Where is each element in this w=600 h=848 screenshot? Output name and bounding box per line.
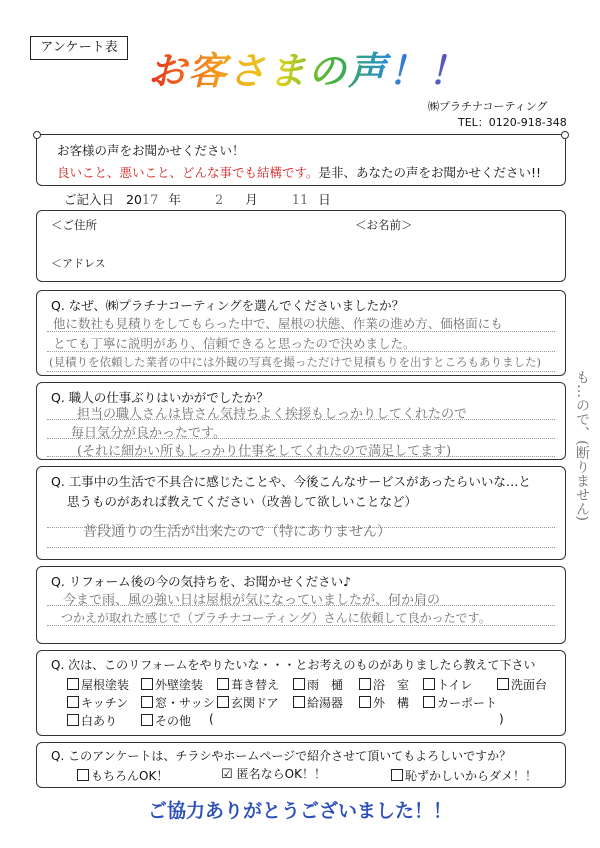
q1-margin-note: も…ので、(断りません) — [574, 370, 590, 521]
thanks-message: ご協力ありがとうございました！！ — [147, 800, 452, 822]
date-day-label: 日 — [318, 192, 331, 207]
checkbox-icon — [141, 696, 153, 708]
intro-box — [36, 134, 566, 186]
headline-title: お客さまの声！！ — [148, 40, 468, 95]
q3-answer: 普段通りの生活が出来たので（特にありません） — [83, 524, 391, 540]
q5-option-roof-paint[interactable]: 屋根塗装 — [67, 676, 129, 693]
date-row — [64, 190, 331, 208]
q1-box — [36, 290, 566, 376]
q5-option-water-heater[interactable]: 給湯器 — [293, 694, 343, 711]
q1-answer-line-2: とても丁寧に説明があり、信頼できると思ったので決めました。 — [53, 336, 416, 351]
q5-option-termite[interactable]: 白あり — [67, 712, 117, 729]
checkbox-icon — [293, 678, 305, 690]
q6-option-ok[interactable]: もちろんOK！ — [77, 767, 168, 784]
checkbox-icon — [423, 696, 435, 708]
date-month-value: 2 — [214, 193, 224, 208]
q4-answer-line-2: つかえが取れた感じで（プラチナコーティング）さんに依頼して良かったです。 — [61, 611, 491, 625]
date-month-label: 月 — [245, 192, 258, 207]
q5-question: Q. 次は、このリフォームをやりたいな・・・とお考えのものがありましたら教えて下さい — [51, 658, 536, 672]
q6-option-anonymous[interactable]: ☑ 匿名ならOK！！ — [221, 767, 326, 782]
checkbox-icon — [359, 696, 371, 708]
checkbox-icon — [423, 678, 435, 690]
checkbox-icon — [67, 714, 79, 726]
q5-option-bathroom[interactable]: 浴 室 — [359, 676, 409, 693]
q4-answer-line-1: 今まで雨、風の強い日は屋根が気になっていましたが、何か肩の — [63, 593, 441, 608]
checkbox-icon — [141, 678, 153, 690]
q5-option-other[interactable]: その他 — [141, 712, 191, 729]
q5-option-exterior[interactable]: 外 構 — [359, 694, 409, 711]
q3-question-line-1: Q. 工事中の生活で不具合に感じたことや、今後こんなサービスがあったらいいな…と — [51, 474, 531, 489]
q2-question: Q. 職人の仕事ぶりはいかがでしたか？ — [51, 390, 269, 405]
address-box — [36, 210, 566, 282]
q5-option-window[interactable]: 窓・サッシ — [141, 694, 215, 711]
company-name: ㈱プラチナコーティング — [428, 100, 548, 113]
q3-question-line-2: 思うものがあれば教えてください（改善して欲しいことなど） — [67, 494, 418, 509]
date-day-value: 11 — [291, 193, 309, 208]
checkbox-icon — [359, 678, 371, 690]
email-label: ＜アドレス — [51, 257, 106, 270]
q5-option-entrance-door[interactable]: 玄関ドア — [217, 694, 279, 711]
checkbox-icon — [67, 696, 79, 708]
checkbox-icon — [217, 678, 229, 690]
q5-option-gutter[interactable]: 雨 樋 — [293, 676, 343, 693]
checkbox-icon — [217, 696, 229, 708]
intro-line-2-black: 是非、あなたの声をお聞かせください!! — [318, 165, 542, 180]
q5-option-washbasin[interactable]: 洗面台 — [497, 676, 547, 693]
q2-answer-line-2: 毎日気分が良かったです。 — [71, 426, 226, 441]
q5-option-toilet[interactable]: トイレ — [423, 676, 472, 693]
q5-option-wall-paint[interactable]: 外壁塗装 — [141, 676, 203, 693]
q1-answer-line-1: 他に数社も見積りをしてもらった中で、屋根の状態、作業の進め方、価格面にも — [53, 316, 503, 331]
checkbox-icon — [141, 714, 153, 726]
address-label: ＜ご住所 — [51, 218, 97, 232]
q5-other-paren-open: ( — [209, 712, 214, 726]
q6-box — [36, 742, 566, 788]
q2-answer-line-3: (それに細かい所もしっかり仕事をしてくれたので満足してます) — [77, 444, 452, 459]
date-label: ご記入日 — [64, 192, 115, 207]
q5-option-carport[interactable]: カーポート — [423, 694, 497, 711]
checkbox-icon — [67, 678, 79, 690]
intro-line-2-red: 良いこと、悪いこと、どんな事でも結構です。 — [57, 165, 319, 180]
q5-option-kitchen[interactable]: キッチン — [67, 694, 128, 711]
date-year-value: 17 — [141, 193, 159, 208]
q3-box — [36, 466, 566, 560]
q6-option-no[interactable]: 恥ずかしいからダメ！！ — [391, 767, 537, 784]
q4-box — [36, 566, 566, 644]
checkbox-icon — [391, 769, 403, 781]
q6-question: Q. このアンケートは、チラシやホームページで紹介させて頂いてもよろしいですか？ — [51, 749, 512, 763]
q2-answer-line-1: 担当の職人さんは皆さん気持ちよく挨拶もしっかりしてくれたので — [77, 407, 468, 422]
q1-answer-line-3: (見積りを依頼した業者の中には外観の写真を撮っただけで見積もりを出すところもありました) — [49, 355, 541, 369]
checkbox-icon — [497, 678, 509, 690]
scroll-hole-icon — [561, 131, 569, 139]
checkbox-icon — [293, 696, 305, 708]
q5-box — [36, 650, 566, 736]
checkbox-icon — [77, 769, 89, 781]
intro-line-2 — [57, 163, 541, 181]
company-tel: TEL：0120-918-348 — [458, 116, 567, 129]
q4-question: Q. リフォーム後の今の気持ちを、お聞かせください♪ — [51, 574, 352, 589]
q5-other-paren-close: ) — [499, 712, 504, 726]
name-label: ＜お名前＞ — [355, 218, 413, 232]
q2-box — [36, 382, 566, 460]
checked-box-icon: ☑ — [221, 767, 233, 782]
q1-question: Q. なぜ、㈱プラチナコーティングを選んでくださいましたか？ — [51, 298, 405, 313]
scroll-hole-icon — [33, 131, 41, 139]
date-year-prefix: 20 — [126, 192, 142, 207]
q5-option-reroof[interactable]: 葺き替え — [217, 676, 279, 693]
form-tag-label: アンケート表 — [30, 36, 128, 60]
date-year-label: 年 — [168, 192, 181, 207]
intro-line-1: お客様の声をお聞かせください！ — [57, 143, 245, 158]
